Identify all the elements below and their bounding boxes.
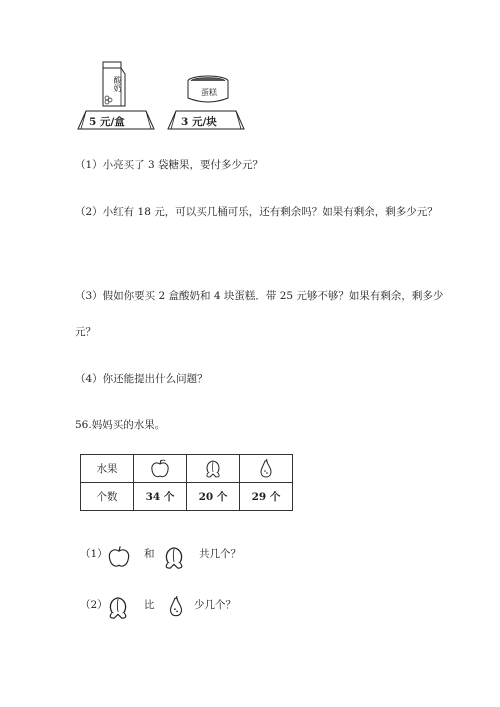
table-header-fruit: 水果 xyxy=(81,455,134,483)
peach-count: 20 个 xyxy=(187,483,240,511)
sub-question-1-tail: 共几个？ xyxy=(199,548,241,560)
sub-question-1-conjunction: 和 xyxy=(144,548,155,560)
question-3-line-2: 元？ xyxy=(75,326,96,338)
question-3-line-1: （3）假如你要买 2 盒酸奶和 4 块蛋糕．带 25 元够不够？如果有剩余，剩多少 xyxy=(75,290,444,302)
table-row xyxy=(81,455,293,483)
cake-label: 蛋糕 xyxy=(201,88,217,97)
sub-question-1-number: （1） xyxy=(80,548,108,560)
question-1: （1）小亮买了 3 袋糖果，要付多少元？ xyxy=(75,159,264,171)
peach-icon xyxy=(187,455,240,483)
sub-question-2-conjunction: 比 xyxy=(144,599,155,611)
sub-question-2-tail: 少几个？ xyxy=(194,599,236,611)
question-4: （4）你还能提出什么问题？ xyxy=(75,373,208,385)
yogurt-label: 酸奶 xyxy=(113,76,122,92)
apple-icon xyxy=(134,455,187,483)
question-2: （2）小红有 18 元，可以买几桶可乐，还有剩余吗？如果有剩余，剩多少元？ xyxy=(75,206,438,218)
peach-icon xyxy=(160,544,188,572)
pear-count: 29 个 xyxy=(240,483,293,511)
fruit-table xyxy=(80,454,293,511)
apple-icon xyxy=(106,544,132,570)
yogurt-price: 5 元/盒 xyxy=(89,116,125,128)
apple-count: 34 个 xyxy=(134,483,187,511)
pear-icon xyxy=(240,455,293,483)
sub-question-2-number: （2） xyxy=(80,599,108,611)
cake-price: 3 元/块 xyxy=(181,116,217,128)
table-row xyxy=(81,483,293,511)
peach-icon xyxy=(104,594,132,622)
pear-icon xyxy=(164,592,188,622)
problem-56-title: 56.妈妈买的水果。 xyxy=(75,419,166,431)
table-header-count: 个数 xyxy=(81,483,134,511)
